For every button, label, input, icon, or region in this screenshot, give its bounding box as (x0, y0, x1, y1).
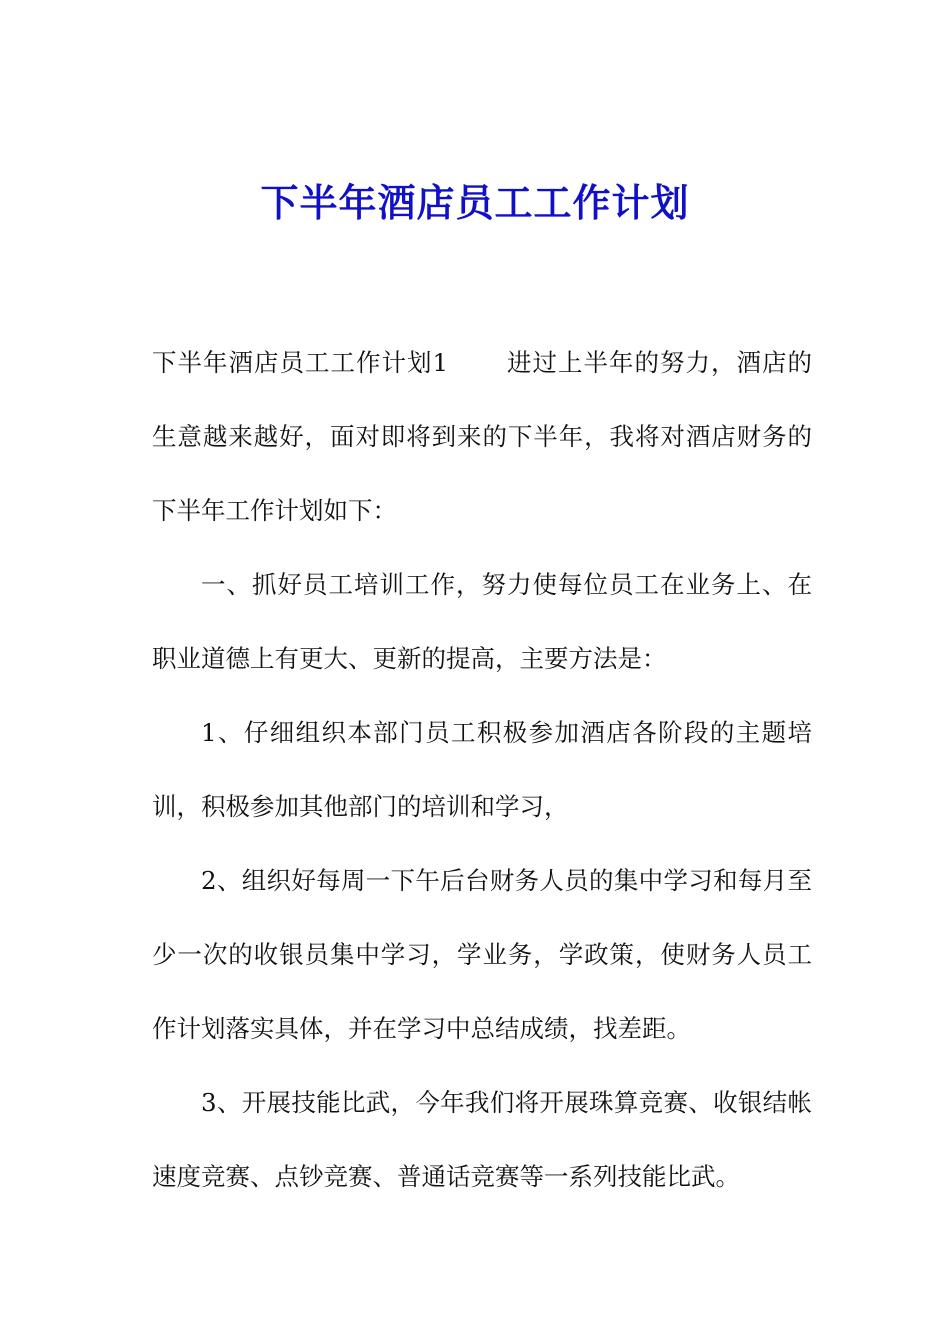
intro-heading: 下半年酒店员工工作计划1 (152, 348, 449, 377)
intro-paragraph (152, 326, 812, 548)
paragraph-item-2: 2、组织好每周一下午后台财务人员的集中学习和每月至少一次的收银员集中学习，学业务，学政策，使财务人员工作计划落实具体，并在学习中总结成绩，找差距。 (152, 866, 812, 1043)
paragraph-training: 一、抓好员工培训工作，努力使每位员工在业务上、在职业道德上有更大、更新的提高，主要方法是： (152, 570, 812, 673)
document-title: 下半年酒店员工工作计划 (260, 180, 690, 225)
paragraph-item-1: 1、仔细组织本部门员工积极参加酒店各阶段的主题培训，积极参加其他部门的培训和学习， (152, 718, 812, 821)
document-body (152, 326, 812, 1214)
intro-text: 进过上半年的努力，酒店的生意越来越好，面对即将到来的下半年，我将对酒店财务的下半年工作计划如下： (152, 348, 812, 525)
paragraph-item-3: 3、开展技能比武，今年我们将开展珠算竞赛、收银结帐速度竞赛、点钞竞赛、普通话竞赛等一系列技能比武。 (152, 1088, 812, 1191)
